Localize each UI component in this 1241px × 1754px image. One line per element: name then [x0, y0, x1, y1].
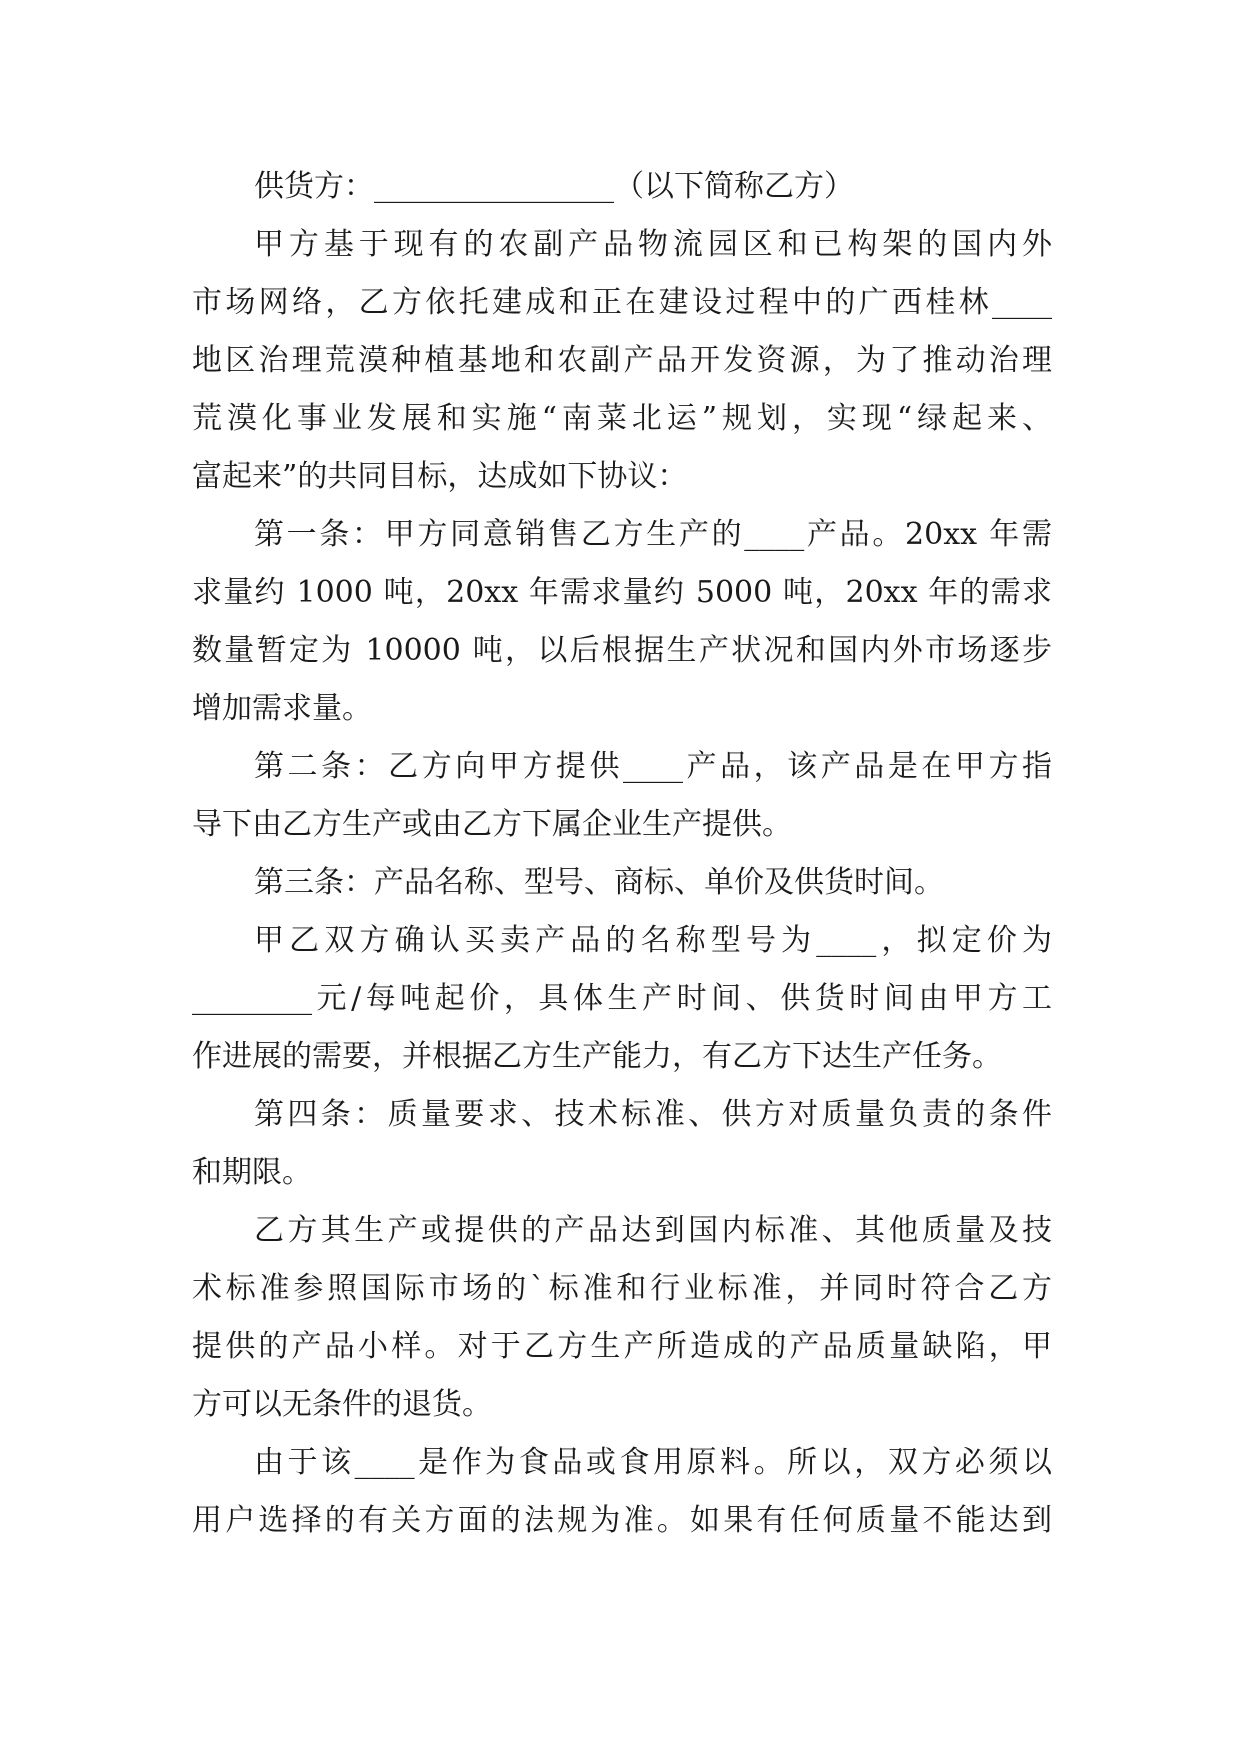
text-line: 导下由乙方生产或由乙方下属企业生产提供。	[192, 807, 792, 842]
text-line: 作进展的需要，并根据乙方生产能力，有乙方下达生产任务。	[192, 1039, 1002, 1074]
document-body	[192, 158, 1052, 1550]
text-line: 第二条：乙方向甲方提供____产品，该产品是在甲方指	[254, 749, 1052, 784]
text-line: 提供的产品小样。对于乙方生产所造成的产品质量缺陷，甲	[192, 1329, 1052, 1364]
text-line: 甲方基于现有的农副产品物流园区和已构架的国内外	[254, 227, 1052, 262]
text-line: 增加需求量。	[192, 691, 372, 726]
text-line: 供货方：________________（以下简称乙方）	[254, 169, 854, 204]
text-line: ________元/每吨起价，具体生产时间、供货时间由甲方工	[192, 981, 1052, 1016]
text-line: 第一条：甲方同意销售乙方生产的____产品。20xx 年需	[254, 517, 1052, 552]
text-line: 第四条：质量要求、技术标准、供方对质量负责的条件	[254, 1097, 1052, 1132]
text-line: 和期限。	[192, 1155, 312, 1190]
text-line: 第三条：产品名称、型号、商标、单价及供货时间。	[254, 865, 944, 900]
text-line: 用户选择的有关方面的法规为准。如果有任何质量不能达到	[192, 1503, 1052, 1538]
text-line: 由于该____是作为食品或食用原料。所以，双方必须以	[254, 1445, 1052, 1480]
text-line: 乙方其生产或提供的产品达到国内标准、其他质量及技	[254, 1213, 1052, 1248]
text-line: 数量暂定为 10000 吨，以后根据生产状况和国内外市场逐步	[192, 633, 1052, 668]
text-line: 方可以无条件的退货。	[192, 1387, 492, 1422]
text-line: 甲乙双方确认买卖产品的名称型号为____，拟定价为	[254, 923, 1052, 958]
text-line: 市场网络，乙方依托建成和正在建设过程中的广西桂林____	[192, 285, 1052, 320]
text-line: 术标准参照国际市场的`标准和行业标准，并同时符合乙方	[192, 1271, 1052, 1306]
text-line: 求量约 1000 吨，20xx 年需求量约 5000 吨，20xx 年的需求	[192, 575, 1052, 610]
text-line: 富起来”的共同目标，达成如下协议：	[192, 459, 688, 494]
text-line: 荒漠化事业发展和实施“南菜北运”规划，实现“绿起来、	[192, 401, 1052, 436]
text-line: 地区治理荒漠种植基地和农副产品开发资源，为了推动治理	[192, 343, 1052, 378]
